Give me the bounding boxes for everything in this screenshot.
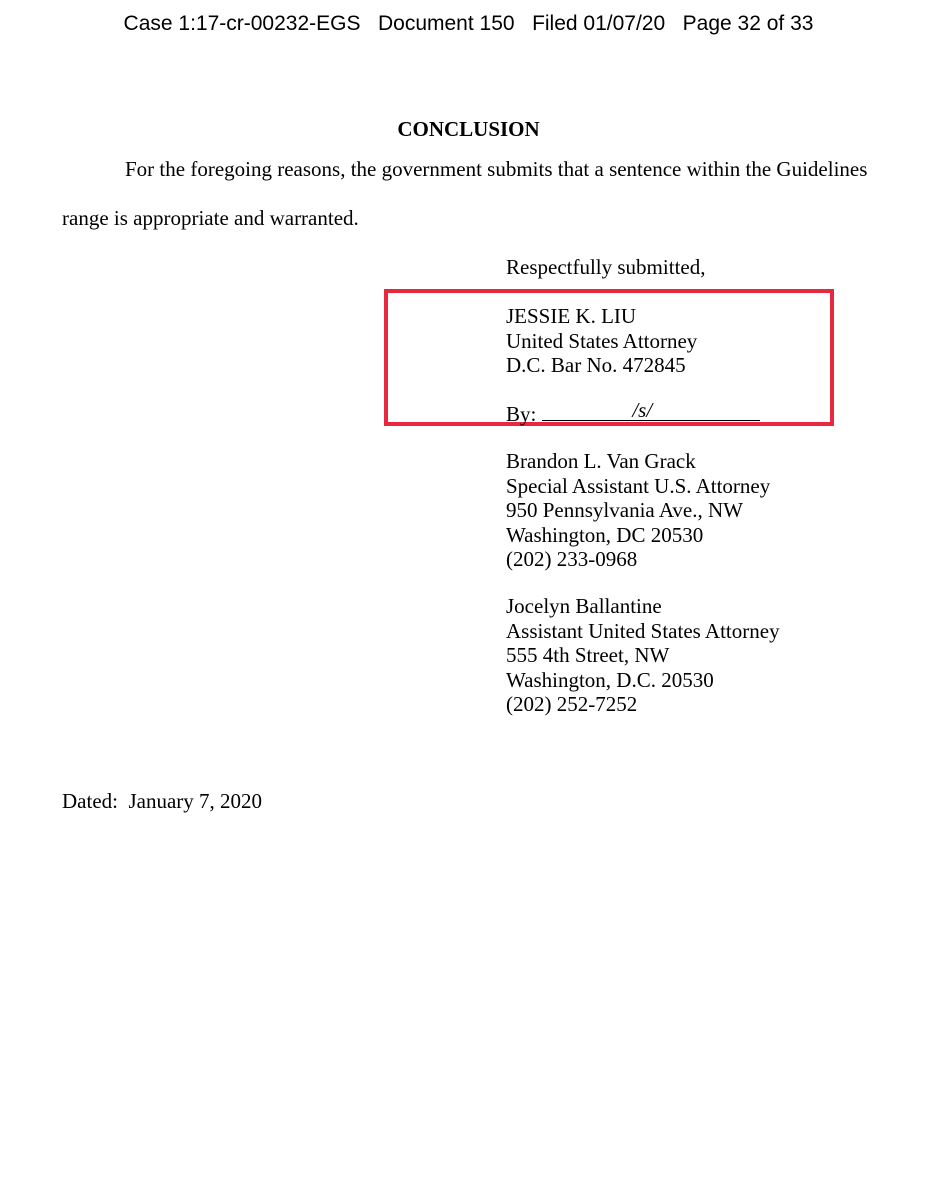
signatory-block [506,304,697,378]
signature-underline [542,398,760,421]
closing-text: Respectfully submitted, [506,255,706,279]
attorney-address-line: Washington, D.C. 20530 [506,667,714,692]
attorney-name: Jocelyn Ballantine [506,594,662,618]
paragraph-line-1: For the foregoing reasons, the government submits that a sentence within the Guidelines [125,157,868,181]
paragraph-line-2: range is appropriate and warranted. [62,206,359,230]
attorney-phone: (202) 252-7252 [506,692,638,716]
attorney-block-1 [506,449,770,572]
signatory-bar-number: D.C. Bar No. 472845 [506,353,686,377]
attorney-address-line: 950 Pennsylvania Ave., NW [506,498,743,522]
case-header: Case 1:17-cr-00232-EGS Document 150 Filed 01/07/20 Page 32 of 33 [123,12,814,35]
signatory-title: United States Attorney [506,328,698,353]
attorney-block-2 [506,594,780,717]
dated-line: Dated: January 7, 2020 [62,789,263,813]
by-label: By: [506,402,537,426]
attorney-address-line: Washington, DC 20530 [506,522,704,547]
section-heading: CONCLUSION [397,117,540,141]
attorney-phone: (202) 233-0968 [506,547,638,571]
signature-line [506,398,760,427]
attorney-name: Brandon L. Van Grack [506,449,696,473]
signature-mark: /s/ [632,398,653,422]
attorney-title: Assistant United States Attorney [506,618,780,643]
attorney-title: Special Assistant U.S. Attorney [506,473,771,498]
signatory-name: JESSIE K. LIU [506,304,637,328]
attorney-address-line: 555 4th Street, NW [506,643,670,667]
